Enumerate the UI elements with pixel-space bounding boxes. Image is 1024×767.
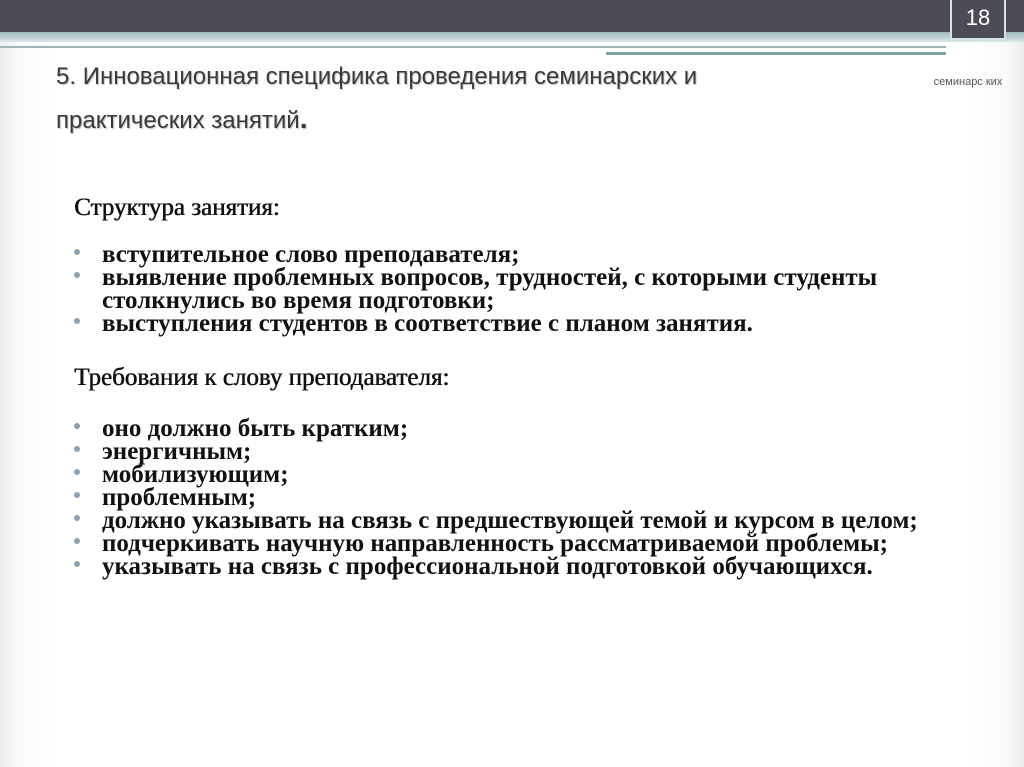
slide-content [74, 193, 974, 578]
list-item: оно должно быть кратким; [74, 417, 974, 440]
bullet-icon [74, 423, 80, 429]
bullet-icon [74, 561, 80, 567]
requirements-list [74, 417, 974, 578]
list-item: вступительное слово преподавателя; [74, 243, 974, 266]
page-number-box [950, 0, 1006, 40]
list-item: должно указывать на связь с предшествующей темой и курсом в целом; [74, 509, 974, 532]
list-item: указывать на связь с профессиональной подготовкой обучающихся. [74, 555, 974, 578]
section-heading-requirements: Требования к слову преподавателя: [74, 364, 450, 391]
title-line2: практических занятий [56, 107, 300, 134]
title-line1: Инновационная специфика проведения семинарских и [82, 63, 698, 90]
bullet-icon [74, 492, 80, 498]
accent-line [606, 52, 946, 55]
list-item: выступления студентов в соответствие с планом занятия. [74, 312, 974, 335]
bullet-icon [74, 318, 80, 324]
title-dot: . [299, 103, 308, 134]
bullet-icon [74, 249, 80, 255]
page-number: 18 [965, 5, 991, 30]
bullet-icon [74, 538, 80, 544]
bullet-icon [74, 515, 80, 521]
bullet-icon [74, 446, 80, 452]
list-item: мобилизующим; [74, 463, 974, 486]
section-heading-structure: Структура занятия: [74, 194, 280, 221]
structure-list [74, 243, 974, 335]
list-item: энергичным; [74, 440, 974, 463]
bullet-icon [74, 272, 80, 278]
list-item: проблемным; [74, 486, 974, 509]
title-number: 5. [56, 63, 77, 90]
top-stripe [0, 32, 1024, 42]
list-item: выявление проблемных вопросов, трудностей, с которыми студенты столкнулись во время подготовки; [74, 266, 974, 312]
accent-line [0, 46, 946, 48]
section-tag: семинарс ких [933, 76, 1003, 88]
bullet-icon [74, 469, 80, 475]
slide-title [56, 56, 876, 142]
list-item: подчеркивать научную направленность рассматриваемой проблемы; [74, 532, 974, 555]
top-band [0, 0, 1024, 32]
